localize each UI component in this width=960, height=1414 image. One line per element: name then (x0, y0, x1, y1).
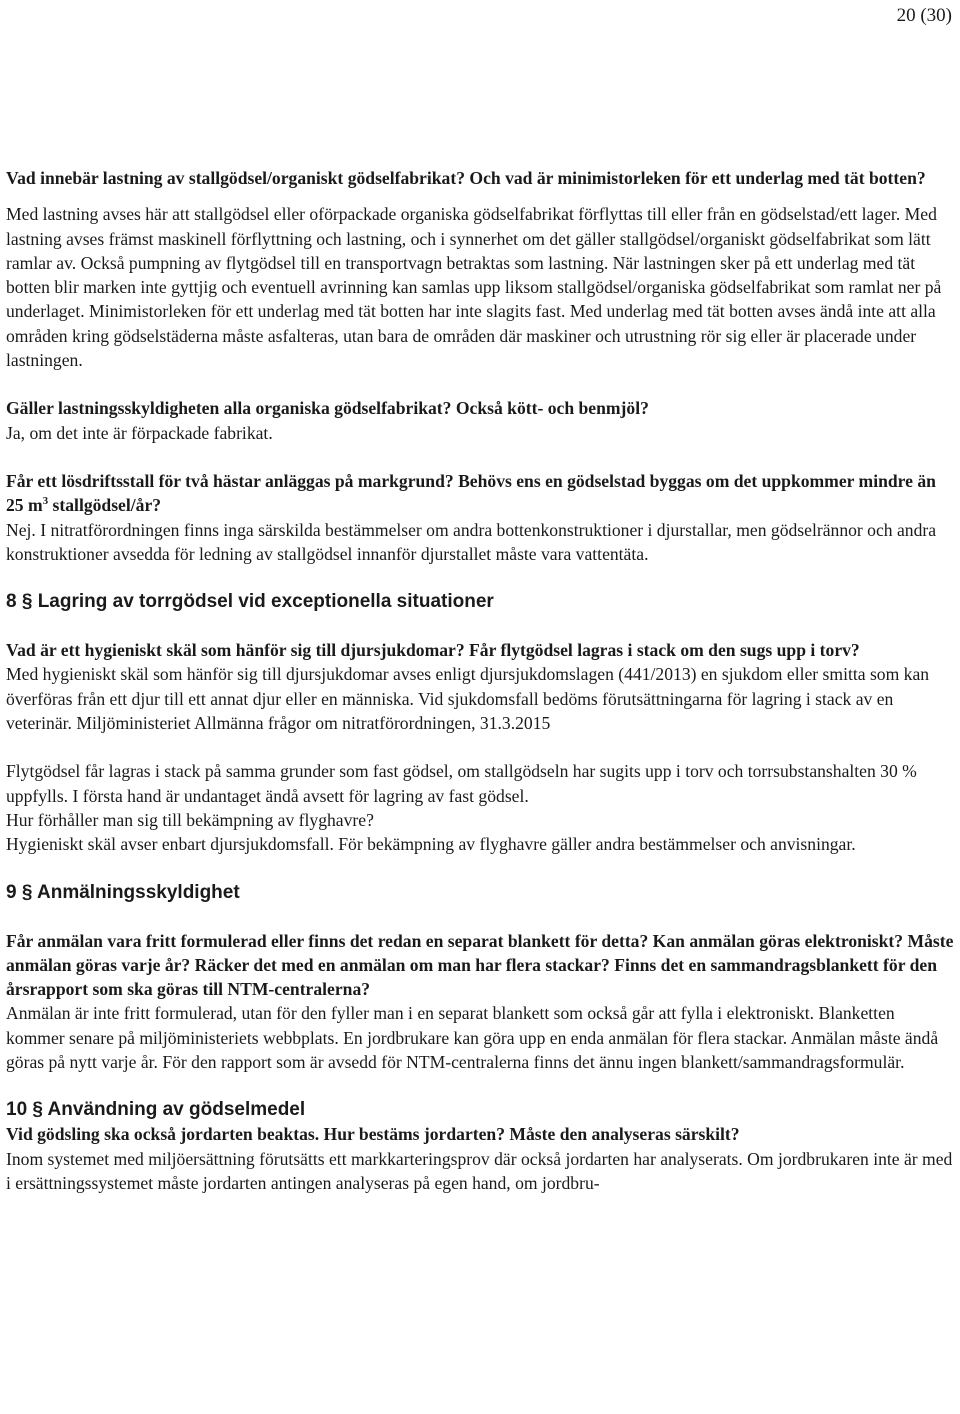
answer-jordart: Inom systemet med miljöersättning förutsätts ett markkarteringsprov där också jordarten har analyserats. Om jordbrukaren inte är med i ersättningssystemet måste jordarten antingen analyseras på egen hand, om jordbru- (6, 1148, 953, 1193)
section-heading-10: 10 § Användning av gödselmedel (6, 1099, 306, 1121)
section-heading-9: 9 § Anmälningsskyldighet (6, 881, 240, 903)
question-lastningsskyldighet: Gäller lastningsskyldigheten alla organiska gödselfabrikat? Också kött- och benmjöl? (6, 398, 649, 419)
section-heading-8: 8 § Lagring av torrgödsel vid exceptionella situationer (6, 591, 494, 613)
answer-anmalan: Anmälan är inte fritt formulerad, utan för den fyller man i en separat blankett som också går att fylla i elektroniskt. Blanketten kommer senare på miljöministeriets webbplats. En jordbrukare kan göra upp en enda anmälan för flera stackar. Anmälan måste ändå göras på nytt varje år. För den rapport som är avsedd för NTM-centralerna finns det ännu ingen blankett/sammandragsformulär. (6, 1003, 939, 1073)
answer-lastningsskyldighet: Ja, om det inte är förpackade fabrikat. (6, 422, 273, 443)
answer-flyghavre: Hygieniskt skäl avser enbart djursjukdomsfall. För bekämpning av flyghavre gäller andra bestämmelser och anvisningar. (6, 834, 856, 855)
question-losdriftsstall (6, 469, 956, 518)
question-hygieniskt-skal: Vad är ett hygieniskt skäl som hänför sig till djursjukdomar? Får flytgödsel lagras i stack om den sugs upp i torv? (6, 640, 860, 661)
question-flyghavre: Hur förhåller man sig till bekämpning av flyghavre? (6, 809, 374, 830)
page-number: 20 (30) (896, 5, 952, 26)
question-lastning: Vad innebär lastning av stallgödsel/organiskt gödselfabrikat? Och vad är minimistorleken för ett underlag med tät botten? (6, 168, 926, 188)
answer-losdriftsstall: Nej. I nitratförordningen finns inga särskilda bestämmelser om andra bottenkonstruktioner i djurstallar, men gödselrännor och andra konstruktioner avsedda för ledning av stallgödsel innanför djurstallet måste vara vattentäta. (6, 519, 937, 564)
answer-flytgodsel: Flytgödsel får lagras i stack på samma grunder som fast gödsel, om stallgödseln har sugits upp i torv och torrsubstanshalten 30 % uppfylls. I första hand är undantaget ändå avsett för lagring av fast gödsel. (6, 761, 917, 806)
question-losdriftsstall-part2: stallgödsel/år? (48, 495, 162, 516)
question-jordart: Vid gödsling ska också jordarten beaktas. Hur bestäms jordarten? Måste den analyseras särskilt? (6, 1124, 740, 1145)
answer-lastning: Med lastning avses här att stallgödsel eller oförpackade organiska gödselfabrikat förflyttas till eller från en gödselstad/ett lager. Med lastning avses främst maskinell förflyttning och lastning, och i synnerhet om det gäller stallgödsel/organiskt gödselfabrikat som lätt ramlar av. Också pumpning av flytgödsel till en transportvagn betraktas som lastning. När lastningen sker på ett underlag med tät botten blir marken inte gyttjig och eventuell avrinning kan samlas upp liksom stallgödsel/organiska gödselfabrikat som ramlat ner på underlaget. Minimistorleken för ett underlag med tät botten har inte slagits fast. Med underlag med tät botten avses ändå inte att alla områden kring gödselstäderna måste asfalteras, utan bara de områden där maskiner och utrustning rör sig eller är placerade under lastningen. (6, 204, 942, 371)
answer-hygieniskt-skal: Med hygieniskt skäl som hänför sig till djursjukdomar avses enligt djursjukdomslagen (441/2013) en sjukdom eller smitta som kan överföras från ett djur till ett annat djur eller en människa. Vid sjukdomsfall bedöms förutsättningarna för lagring i stack av en veterinär. Miljöministeriet Allmänna frågor om nitratförordningen, 31.3.2015 (6, 664, 930, 734)
question-anmalan: Får anmälan vara fritt formulerad eller finns det redan en separat blankett för detta? Kan anmälan göras elektroniskt? Måste anmälan göras varje år? Räcker det med en anmälan om man har flera stackar? Finns det en sammandragsblankett för den årsrapport som ska göras till NTM-centralerna? (6, 930, 954, 1000)
superscript-3: 3 (42, 495, 49, 508)
question-losdriftsstall-part1: Får ett lösdriftsstall för två hästar anläggas på markgrund? Behövs ens en gödselstad byggas om det uppkommer mindre än 25 m (6, 470, 936, 516)
document-body (6, 166, 956, 1195)
